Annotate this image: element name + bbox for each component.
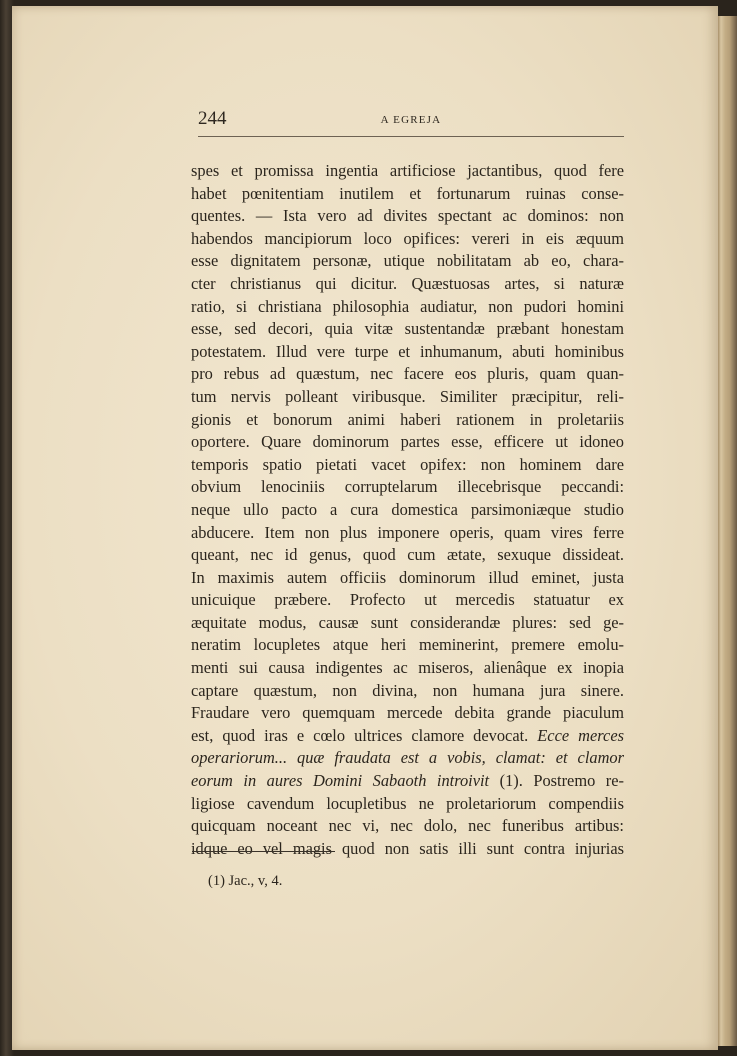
body-line: cter christianus qui dicitur. Quæstuosas artes, si naturæ <box>191 273 624 293</box>
body-line-with-italic <box>191 770 624 793</box>
italic-quote: operariorum... quæ fraudata est a vobis, clamat: et clamor <box>191 748 624 768</box>
body-line: habet pœnitentiam inutilem et fortunarum ruinas conse- <box>191 183 624 203</box>
body-line: æquitate modus, causæ sunt considerandæ plures: sed ge- <box>191 612 624 632</box>
body-line: pro rebus ad quæstum, nec facere eos pluris, quam quan- <box>191 364 624 384</box>
body-line: tum nervis polleant viribusque. Similiter præcipitur, reli- <box>191 386 624 406</box>
footnote-divider <box>192 851 335 852</box>
body-line: obvium lenociniis corruptelarum illecebrisque peccandi: <box>191 477 624 497</box>
running-title: A EGREJA <box>380 114 442 126</box>
page-header <box>198 108 624 137</box>
body-line: quicquam noceant nec vi, nec dolo, nec funeribus artibus: <box>191 816 624 836</box>
body-line: spes et promissa ingentia artificiose jactantibus, quod fere <box>191 161 624 180</box>
body-line: habendos mancipiorum loco opifices: vereri in eis æquum <box>191 228 624 248</box>
body-line: esse, sed decori, quia vitæ sustentandæ præbant honestam <box>191 319 624 339</box>
body-line: ratio, si christiana philosophia audiatur, non pudori homini <box>191 296 624 316</box>
body-line: neratim locupletes atque heri meminerint, premere emolu- <box>191 635 624 655</box>
body-line: potestatem. Illud vere turpe et inhumanum, abuti hominibus <box>191 341 624 361</box>
body-line: Fraudare vero quemquam mercede debita grande piaculum <box>191 703 624 723</box>
body-line: idque eo vel magis quod non satis illi sunt contra injurias <box>191 838 624 858</box>
body-line: menti sui causa indigentes ac miseros, alienâque ex inopia <box>191 658 624 678</box>
italic-quote: Ecce merces <box>537 725 624 745</box>
body-line-with-italic <box>191 725 624 748</box>
body-line: queant, nec id genus, quod cum ætate, sexuque dissideat. <box>191 545 624 565</box>
page-number: 244 <box>198 108 227 129</box>
body-line: temporis spatio pietati vacet opifex: non hominem dare <box>191 454 624 474</box>
body-line: oportere. Quare dominorum partes esse, efficere ut idoneo <box>191 432 624 452</box>
body-line: quentes. — Ista vero ad divites spectant ac dominos: non <box>191 206 624 226</box>
footnote-reference: (1). Postremo re- <box>499 771 624 791</box>
book-fore-edge <box>718 16 737 1046</box>
body-line: neque ullo pacto a cura domestica parsimoniæque studio <box>191 499 624 519</box>
footnote: (1) Jac., v, 4. <box>208 873 283 889</box>
body-line: ligiose cavendum locupletibus ne proletariorum compendiis <box>191 793 624 813</box>
body-text <box>191 160 624 860</box>
body-line: abducere. Item non plus imponere operis, quam vires ferre <box>191 522 624 542</box>
body-line: gionis et bonorum animi haberi rationem in proletariis <box>191 409 624 429</box>
body-line: est, quod iras e cœlo ultrices clamore devocat. <box>191 725 529 745</box>
italic-line <box>191 747 624 770</box>
body-line: unicuique præbere. Profecto ut mercedis statuatur ex <box>191 590 624 610</box>
italic-quote: eorum in aures Domini Sabaoth introivit <box>191 771 490 791</box>
body-line: captare quæstum, non divina, non humana jura sinere. <box>191 680 624 700</box>
body-line: In maximis autem officiis dominorum illud eminet, justa <box>191 567 624 587</box>
body-line: esse dignitatem personæ, utique nobilitatam ab eo, chara- <box>191 251 624 271</box>
